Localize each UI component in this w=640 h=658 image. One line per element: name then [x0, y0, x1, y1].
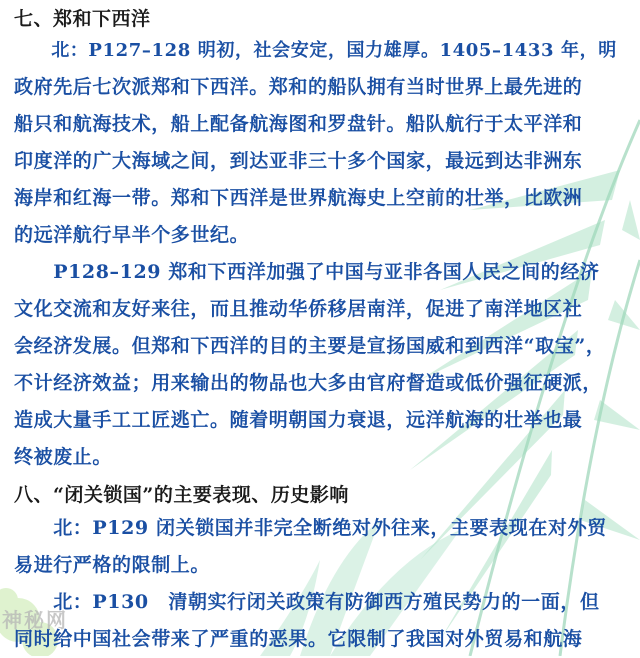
paragraph-line: 易进行严格的限制上。: [14, 554, 211, 576]
paragraph-line: 北：P129 闭关锁国并非完全断绝对外往来，主要表现在对外贸: [14, 517, 607, 539]
paragraph-line: 会经济发展。但郑和下西洋的目的主要是宣扬国威和到西洋“取宝”，: [14, 335, 606, 357]
section-heading-zheng-he: 七、郑和下西洋: [14, 8, 151, 30]
paragraph-closed-door-manifestation: [14, 510, 630, 584]
paragraph-line: 不计经济效益；用来输出的物品也大多由官府督造或低价强征硬派，: [14, 372, 603, 394]
paragraph-line: 海岸和红海一带。郑和下西洋是世界航海史上空前的壮举，比欧洲: [14, 187, 583, 209]
section-heading-closed-door: 八、“闭关锁国”的主要表现、历史影响: [14, 484, 349, 506]
paragraph-line: 终被废止。: [14, 446, 113, 468]
paragraph-line: 的远洋航行早半个多世纪。: [14, 224, 250, 246]
paragraph-line: 船只和航海技术，船上配备航海图和罗盘针。船队航行于太平洋和: [14, 113, 583, 135]
paragraph-line: 文化交流和友好来往，而且推动华侨移居南洋，促进了南洋地区社: [14, 298, 583, 320]
paragraph-closed-door-impact: [14, 584, 630, 658]
paragraph-line: 北：P130 清朝实行闭关政策有防御西方殖民势力的一面，但: [14, 591, 600, 613]
paragraph-zheng-he-voyages: [14, 32, 630, 254]
paragraph-line: 北：P127–128 明初，社会安定，国力雄厚。1405–1433 年，明: [14, 40, 617, 61]
paragraph-line: 同时给中国社会带来了严重的恶果。它限制了我国对外贸易和航海: [14, 628, 583, 650]
paragraph-line: 印度洋的广大海域之间，到达亚非三十多个国家，最远到达非洲东: [14, 150, 583, 172]
paragraph-zheng-he-impact: [14, 254, 630, 476]
paragraph-line: 造成大量手工工匠逃亡。随着明朝国力衰退，远洋航海的壮举也最: [14, 409, 583, 431]
watermark-logo: 神秘网: [2, 608, 68, 632]
paragraph-line: 政府先后七次派郑和下西洋。郑和的船队拥有当时世界上最先进的: [14, 76, 583, 98]
paragraph-line: P128–129 郑和下西洋加强了中国与亚非各国人民之间的经济: [14, 261, 600, 283]
